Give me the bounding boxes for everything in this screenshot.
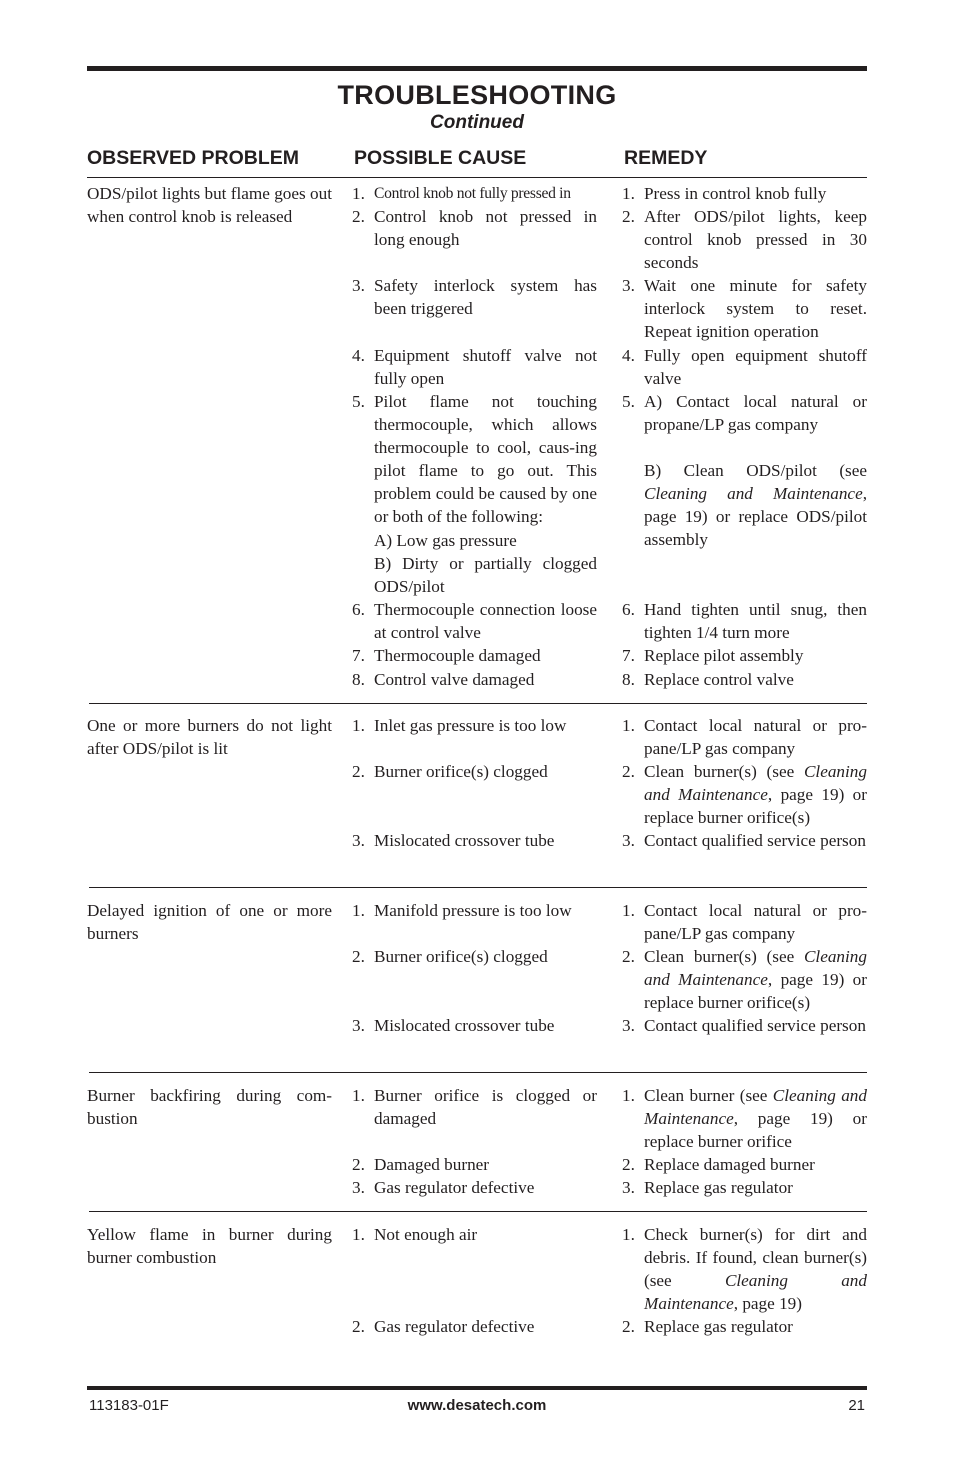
cause-item [352, 1084, 597, 1130]
remedy-item [622, 1176, 867, 1199]
item-number: 2. [352, 1317, 365, 1336]
item-text: Replace gas regulator [644, 1178, 793, 1197]
cause-item [352, 644, 597, 667]
item-number: 1. [352, 901, 365, 920]
cause-item [352, 1176, 597, 1199]
item-number: 2. [352, 947, 365, 966]
item-text: Inlet gas pressure is too low [374, 716, 567, 735]
page-subtitle: Continued [430, 112, 524, 133]
cause-item [352, 760, 597, 783]
column-header-cause: POSSIBLE CAUSE [354, 147, 527, 169]
item-text: Safety interlock system has been triggered [374, 276, 597, 319]
remedy-item [622, 1153, 867, 1176]
problem-text: ODS/pilot lights but flame goes out when control knob is released [87, 184, 332, 227]
item-text: Equipment shutoff valve not fully open [374, 346, 597, 389]
page-title: TROUBLESHOOTING [337, 80, 617, 110]
row-divider [89, 703, 867, 704]
item-text: Replace damaged burner [644, 1155, 815, 1174]
remedy-subitem [622, 459, 867, 551]
problem-text: One or more burners do not light after ODS/pilot is lit [87, 716, 332, 759]
remedy-item [622, 829, 867, 852]
item-text: Not enough air [374, 1225, 478, 1244]
item-text: After ODS/pilot lights, keep control knob pressed in 30 seconds [644, 207, 867, 273]
item-text: Burner orifice(s) clogged [374, 947, 548, 966]
item-number: 3. [352, 1016, 365, 1035]
remedy-item [622, 1014, 867, 1037]
cause-item [352, 714, 597, 737]
item-number: 1. [622, 716, 635, 735]
item-text: Wait one minute for safety interlock system to reset. Repeat ignition operation [644, 276, 867, 342]
item-number: 4. [352, 346, 365, 365]
item-text: Clean burner(s) (see Cleaning and Maintenance, page 19) or replace burner orifice(s) [644, 762, 867, 828]
item-number: 2. [622, 947, 635, 966]
item-number: 1. [622, 1086, 635, 1105]
item-number: 3. [352, 276, 365, 295]
item-text: Burner orifice(s) clogged [374, 762, 548, 781]
cause-item [352, 205, 597, 251]
item-number: 1. [622, 901, 635, 920]
item-number: 2. [352, 1155, 365, 1174]
item-number: 3. [352, 1178, 365, 1197]
item-text: Check burner(s) for dirt and debris. If found, clean burner(s) (see Cleaning and Maintenance, page 19) [644, 1225, 867, 1314]
item-number: 4. [622, 346, 635, 365]
item-text: Contact local natural or pro-pane/LP gas company [644, 901, 867, 944]
row-divider [89, 887, 867, 888]
column-header-remedy: REMEDY [624, 147, 708, 169]
remedy-item [622, 1315, 867, 1338]
remedy-item [622, 344, 867, 390]
remedy-item [622, 714, 867, 760]
manual-page [87, 0, 867, 1475]
remedy-item [622, 205, 867, 274]
item-number: 5. [622, 392, 635, 411]
item-text: B) Clean ODS/pilot (see Cleaning and Maintenance, page 19) or replace ODS/pilot assembly [644, 461, 867, 550]
item-text: Manifold pressure is too low [374, 901, 572, 920]
item-number: 2. [622, 1317, 635, 1336]
header-rule [87, 177, 867, 178]
cause-item [352, 182, 597, 205]
item-number: 1. [352, 716, 365, 735]
item-text: A) Contact local natural or propane/LP gas company [644, 392, 867, 435]
cause-item [352, 344, 597, 390]
item-text: Pilot flame not touching thermocouple, which allows thermocouple to cool, caus-ing pilot flame to go out. This problem could be caused by one or both of the following: [374, 392, 597, 527]
item-number: 3. [352, 831, 365, 850]
item-text: Replace pilot assembly [644, 646, 804, 665]
item-text: Gas regulator defective [374, 1178, 535, 1197]
cause-item [352, 598, 597, 644]
cause-subitem [352, 529, 597, 552]
cause-item [352, 1014, 597, 1037]
remedy-item [622, 945, 867, 1014]
item-number: 6. [622, 600, 635, 619]
remedy-item [622, 899, 867, 945]
column-header-problem: OBSERVED PROBLEM [87, 147, 300, 169]
item-text: Press in control knob fully [644, 184, 827, 203]
item-text: Control valve damaged [374, 670, 535, 689]
item-number: 3. [622, 1016, 635, 1035]
website-link[interactable]: www.desatech.com [407, 1397, 547, 1414]
remedy-item [622, 598, 867, 644]
item-text: B) Dirty or partially clogged ODS/pilot [374, 554, 597, 597]
item-text: Clean burner(s) (see Cleaning and Maintenance, page 19) or replace burner orifice(s) [644, 947, 867, 1013]
item-text: Thermocouple damaged [374, 646, 541, 665]
item-text: Contact qualified service person [644, 831, 866, 850]
remedy-item [622, 1223, 867, 1315]
remedy-item [622, 644, 867, 667]
item-number: 8. [352, 670, 365, 689]
item-text: Replace control valve [644, 670, 794, 689]
item-text: Contact qualified service person [644, 1016, 866, 1035]
item-number: 1. [352, 1225, 365, 1244]
item-text: Replace gas regulator [644, 1317, 793, 1336]
remedy-item [622, 760, 867, 829]
cause-subitem [352, 552, 597, 598]
item-text: Mislocated crossover tube [374, 1016, 555, 1035]
cause-item [352, 899, 597, 922]
problem-text: Burner backfiring during com-bustion [87, 1086, 332, 1129]
item-number: 2. [622, 207, 635, 226]
item-text: Thermocouple connection loose at control valve [374, 600, 597, 643]
item-text: Control knob not pressed in long enough [374, 207, 597, 250]
item-text: Control knob not fully pressed in [374, 185, 571, 202]
item-number: 2. [352, 207, 365, 226]
item-text: Damaged burner [374, 1155, 490, 1174]
document-number: 113183-01F [89, 1397, 169, 1414]
cause-item [352, 1223, 597, 1246]
item-number: 2. [622, 1155, 635, 1174]
cause-item [352, 390, 597, 529]
page-number: 21 [848, 1397, 865, 1414]
remedy-item [622, 182, 867, 205]
item-number: 7. [352, 646, 365, 665]
item-number: 3. [622, 276, 635, 295]
item-number: 6. [352, 600, 365, 619]
cause-item [352, 829, 597, 852]
remedy-item [622, 668, 867, 691]
row-divider [89, 1072, 867, 1073]
item-number: 7. [622, 646, 635, 665]
footer-rule [87, 1386, 867, 1390]
item-text: A) Low gas pressure [374, 531, 517, 550]
item-number: 1. [352, 184, 365, 203]
item-text: Hand tighten until snug, then tighten 1/4 turn more [644, 600, 867, 643]
item-number: 2. [352, 762, 365, 781]
item-text: Fully open equipment shutoff valve [644, 346, 867, 389]
cause-item [352, 274, 597, 320]
item-text: Mislocated crossover tube [374, 831, 555, 850]
item-text: Contact local natural or pro-pane/LP gas company [644, 716, 867, 759]
item-number: 1. [622, 184, 635, 203]
item-text: Burner orifice is clogged or damaged [374, 1086, 597, 1129]
item-number: 3. [622, 831, 635, 850]
item-number: 2. [622, 762, 635, 781]
top-rule [87, 66, 867, 71]
problem-text: Yellow flame in burner during burner combustion [87, 1225, 332, 1268]
item-number: 8. [622, 670, 635, 689]
row-divider [89, 1211, 867, 1212]
item-text: Clean burner (see Cleaning and Maintenance, page 19) or replace burner orifice [644, 1086, 867, 1152]
remedy-item [622, 274, 867, 343]
item-number: 5. [352, 392, 365, 411]
cause-item [352, 1315, 597, 1338]
cause-item [352, 1153, 597, 1176]
cause-item [352, 945, 597, 968]
item-number: 1. [352, 1086, 365, 1105]
cause-item [352, 668, 597, 691]
remedy-item [622, 1084, 867, 1153]
item-number: 1. [622, 1225, 635, 1244]
item-text: Gas regulator defective [374, 1317, 535, 1336]
item-number: 3. [622, 1178, 635, 1197]
problem-text: Delayed ignition of one or more burners [87, 901, 332, 944]
remedy-item [622, 390, 867, 436]
